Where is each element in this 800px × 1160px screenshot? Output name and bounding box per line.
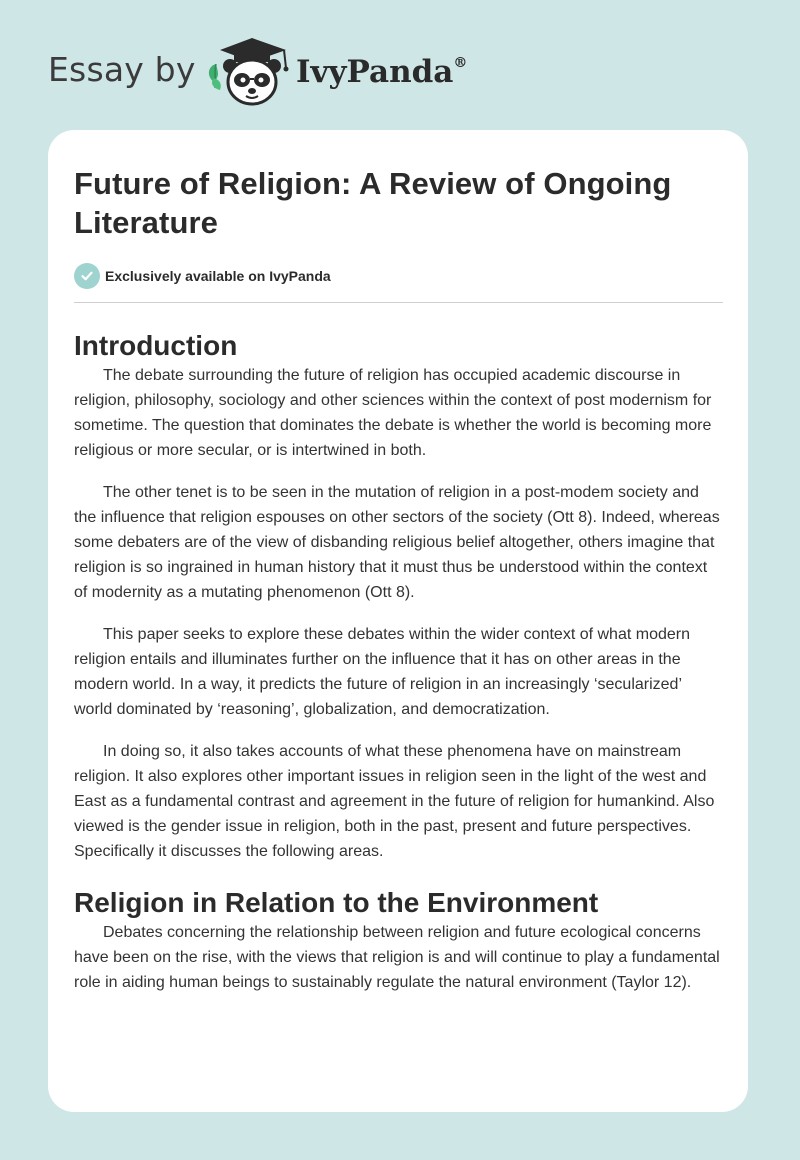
section-heading: Introduction [74,330,238,361]
essay-by-label: Essay by [48,50,196,89]
paragraph: In doing so, it also takes accounts of what these phenomena have on mainstream religion. It also explores other important issues in religion seen in the light of the west and East as a fundamental contrast and agreement in the future of religion for humankind. Also viewed is the gender issue in religion, both in the past, present and future perspectives. Specifically it discusses the following areas. [74,743,715,860]
site-header [0,0,800,128]
essay-content [74,164,724,995]
paragraph: This paper seeks to explore these debates within the wider context of what modern religion entails and illuminates further on the influence that it has on other areas in the modern world. In a way, it predicts the future of religion in an increasingly ‘secularized’ world dominated by ‘reasoning’, globalization, and democratization. [74,626,690,718]
section-introduction [74,329,724,864]
brand-name[interactable]: IvyPanda® [296,54,468,90]
essay-title: Future of Religion: A Review of Ongoing Literature [74,166,672,240]
paragraph: Debates concerning the relationship between religion and future ecological concerns have been on the rise, with the views that religion is and will continue to play a fundamental role in aiding human beings to sustainably regulate the natural environment (Taylor 12). [74,924,720,991]
exclusive-badge-text: Exclusively available on IvyPanda [105,268,331,284]
section-heading: Religion in Relation to the Environment [74,887,599,918]
exclusive-badge-row [74,262,724,290]
title-divider [74,302,723,303]
section-environment [74,886,724,995]
registered-mark: ® [453,54,468,71]
paragraph: The other tenet is to be seen in the mutation of religion in a post-modem society and the influence that religion espouses on other sectors of the society (Ott 8). Indeed, whereas some debaters are of the view of disbanding religious belief altogether, others imagine that religion is so ingrained in human history that it must thus be understood within the context of modernity as a mutating phenomenon (Ott 8). [74,484,720,601]
essay-card [48,130,748,1112]
paragraph: The debate surrounding the future of religion has occupied academic discourse in religion, philosophy, sociology and other sciences within the context of post modernism for sometime. The question that dominates the debate is whether the world is becoming more religious or more secular, or is intertwined in both. [74,367,712,459]
panda-graduate-icon[interactable] [200,36,296,108]
check-circle-icon [74,263,100,289]
